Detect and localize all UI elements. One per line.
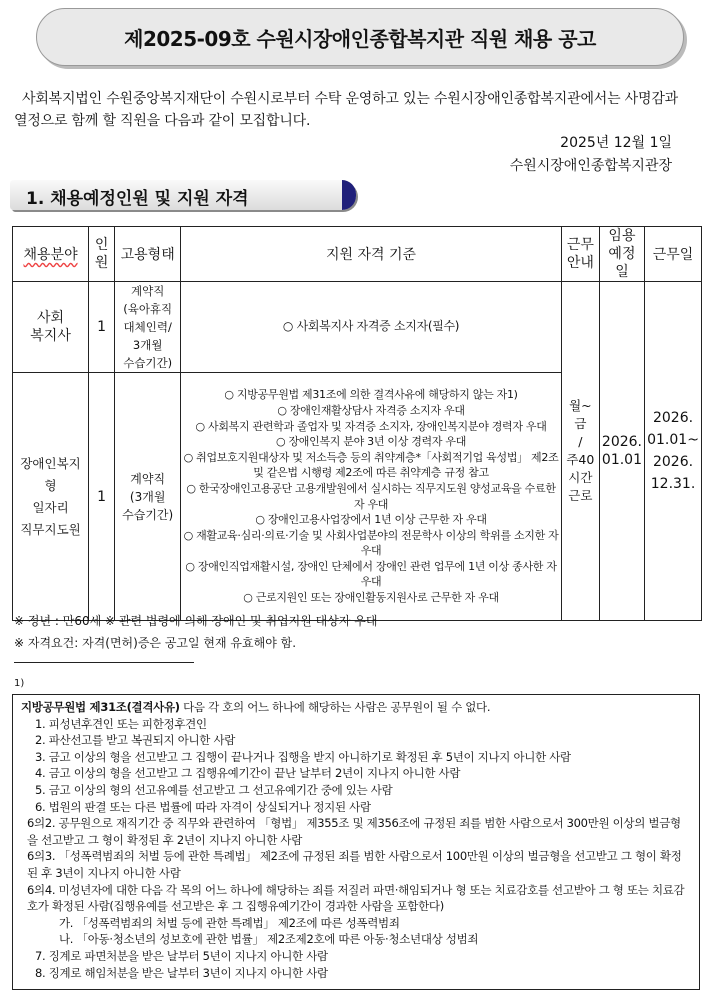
organization-signature: 수원시장애인종합복지관장 [509, 158, 672, 174]
footnote-item: 4. 금고 이상의 형을 선고받고 그 집행유예기간이 끝난 날부터 2년이 지나지 아니한 사람 [35, 766, 461, 781]
qualification-text: ○ 사회복지사 자격증 소지자(필수) [181, 282, 562, 373]
page-title: 제2025-09호 수원시장애인종합복지관 직원 채용 공고 [124, 27, 596, 51]
footnote-item: 3. 금고 이상의 형을 선고받고 그 집행이 끝나거나 집행을 받지 아니하기로 확정된 후 5년이 지나지 아니한 사람 [35, 749, 571, 764]
hire-date: 2026. 01.01 [599, 282, 644, 621]
header-type: 고용형태 [115, 227, 181, 282]
qualification-item: ○ 근로지원인 또는 장애인활동지원사로 근무한 자 우대 [243, 591, 499, 605]
note-license-validity: ※ 자격요건: 자격(면허)증은 공고일 현재 유효해야 함. [14, 636, 297, 650]
footnote-heading: 지방공무원법 제31조(결격사유) [21, 700, 180, 714]
work-info: 월~금 / 주40 시간 근로 [561, 282, 599, 621]
work-period: 2026. 01.01~ 2026. 12.31. [645, 282, 702, 621]
field-job-coach: 장애인복지형 일자리 직무지도원 [13, 373, 89, 621]
footnote-item: 5. 금고 이상의 형의 선고유예를 선고받고 그 선고유예기간 중에 있는 사람 [35, 782, 393, 797]
qualification-item: ○ 장애인복지 분야 3년 이상 경력자 우대 [275, 435, 467, 449]
section-title: 1. 채용예정인원 및 지원 자격 [26, 189, 249, 209]
persons-count: 1 [89, 282, 115, 373]
footnote-box [12, 694, 700, 990]
footnote-item: 6의4. 미성년자에 대한 다음 각 목의 어느 하나에 해당하는 죄를 저질러 파면·해임되거나 형 또는 치료감호를 선고받아 그 형 또는 치료감호가 확정된 사람(집행유예를 선고받은 후 그 집행유예기간이 경과한 사람을 포함한다) [27, 882, 685, 914]
footnote-item: 6의2. 공무원으로 재직기간 중 직무와 관련하여 「형법」 제355조 및 제356조에 규정된 죄를 범한 사람으로서 300만원 이상의 벌금형을 선고받고 그 형이 확정된 후 2년이 지나지 아니한 사람 [27, 816, 681, 847]
section-heading-accent [342, 180, 356, 210]
table-header-row [13, 227, 702, 282]
qualification-item: ○ 한국장애인고용공단 고용개발원에서 실시하는 직무지도원 양성교육을 수료한 자 우대 [186, 481, 556, 511]
title-banner [36, 8, 684, 66]
qualification-item: ○ 장애인직업재활시설, 장애인 단체에서 장애인 관련 업무에 1년 이상 종사한 자 우대 [185, 559, 557, 589]
footnote-subitem: 나. 「아동·청소년의 성보호에 관한 법률」 제2조제2호에 따른 아동·청소년대상 성범죄 [59, 932, 479, 947]
section-heading [10, 180, 356, 210]
note-retirement-age: ※ 정년 : 만60세 ※ 관련 법령에 의해 장애인 및 취업지원 대상자 우대 [14, 614, 378, 628]
header-period: 근무일 [645, 227, 702, 282]
footnote-item: 2. 파산선고를 받고 복권되지 아니한 사람 [35, 733, 236, 748]
header-hire: 임용 예정일 [599, 227, 644, 282]
qualification-item: ○ 장애인고용사업장에서 1년 이상 근무한 자 우대 [255, 513, 487, 527]
employment-type: 계약직 (3개월 수습기간) [115, 373, 181, 621]
footnote-item: 8. 징계로 해임처분을 받은 날부터 3년이 지나지 아니한 사람 [35, 965, 328, 980]
field-social-worker: 사회 복지사 [13, 282, 89, 373]
footnote-item: 1. 피성년후견인 또는 피한정후견인 [35, 716, 207, 731]
footnote-heading-line: 지방공무원법 제31조(결격사유) 다음 각 호의 어느 하나에 해당하는 사람은 공무원이 될 수 없다. [21, 700, 491, 714]
announcement-date: 2025년 12월 1일 [560, 135, 672, 151]
header-work: 근무 안내 [561, 227, 599, 282]
footnote-item: 6. 법원의 판결 또는 다른 법률에 따라 자격이 상실되거나 정지된 사람 [35, 799, 371, 814]
table-row [13, 282, 702, 373]
qualification-item: ○ 사회복지 관련학과 졸업자 및 자격증 소지자, 장애인복지분야 경력자 우대 [195, 419, 547, 433]
qualification-list [181, 373, 562, 621]
persons-count: 1 [89, 373, 115, 621]
qualification-item: ○ 재활교육·심리·의료·기술 및 사회사업분야의 전문학사 이상의 학위를 소지한 자 우대 [183, 528, 559, 558]
employment-type: 계약직 (육아휴직 대체인력/ 3개월 수습기간) [115, 282, 181, 373]
qualification-item: ○ 장애인재활상담사 자격증 소지자 우대 [277, 403, 465, 417]
intro-paragraph: 사회복지법인 수원중앙복지재단이 수원시로부터 수탁 운영하고 있는 수원시장애인종합복지관에서는 사명감과 열정으로 함께 할 직원을 다음과 같이 모집합니다. [14, 91, 678, 129]
qualification-item: ○ 취업보호지원대상자 및 저소득층 등의 취약계층*「사회적기업 육성법」 제2조 및 같은법 시행령 제2조에 따른 취약계층 규정 참고 [183, 450, 559, 480]
header-persons: 인 원 [89, 227, 115, 282]
recruitment-table [12, 226, 702, 621]
header-quals: 지원 자격 기준 [181, 227, 562, 282]
footnote-marker: 1) [14, 678, 25, 689]
qualification-item: ○ 지방공무원법 제31조에 의한 결격사유에 해당하지 않는 자1) [224, 388, 518, 402]
footnote-divider [14, 662, 194, 663]
footnote-subitem: 가. 「성폭력범죄의 처벌 등에 관한 특례법」 제2조에 따른 성폭력범죄 [59, 915, 400, 930]
footnote-item: 7. 징계로 파면처분을 받은 날부터 5년이 지나지 아니한 사람 [35, 948, 328, 963]
header-field: 채용분야 [13, 227, 89, 282]
footnote-item: 6의3. 「성폭력범죄의 처벌 등에 관한 특례법」 제2조에 규정된 죄를 범한 사람으로서 100만원 이상의 벌금형을 선고받고 그 형이 확정된 후 3년이 지나지 아니한 사람 [27, 849, 682, 880]
